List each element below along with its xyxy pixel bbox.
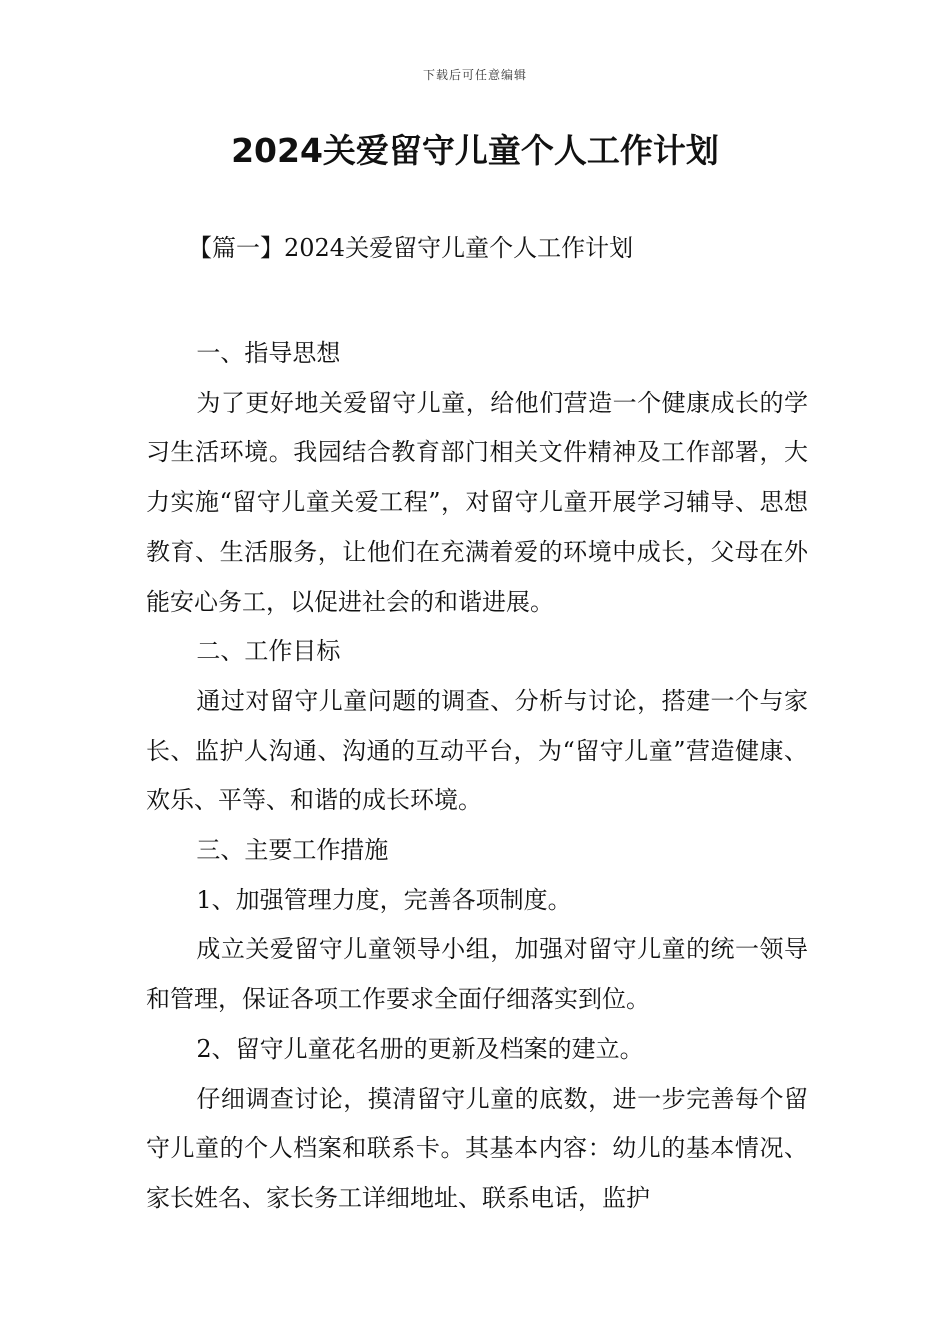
section-heading: 【篇一】2024关爱留守儿童个人工作计划: [188, 234, 634, 262]
subheading-management: 1、加强管理力度，完善各项制度。: [196, 885, 572, 914]
paragraph-management: 成立关爱留守儿童领导小组，加强对留守儿童的统一领导和管理，保证各项工作要求全面仔细落实到位。: [146, 935, 808, 1014]
header-note: 下载后可任意编辑: [422, 68, 527, 82]
heading-guiding-ideology: 一、指导思想: [196, 339, 341, 367]
document-title: 2024关爱留守儿童个人工作计划: [231, 131, 719, 170]
paragraph-guiding-ideology: 为了更好地关爱留守儿童，给他们营造一个健康成长的学习生活环境。我园结合教育部门相关文件精神及工作部署，大力实施“留守儿童关爱工程”，对留守儿童开展学习辅导、思想教育、生活服务，让他们在充满着爱的环境中成长，父母在外能安心务工，以促进社会的和谐进展。: [146, 388, 808, 616]
heading-work-goals: 二、工作目标: [196, 637, 341, 666]
paragraph-roster: 仔细调查讨论，摸清留守儿童的底数，进一步完善每个留守儿童的个人档案和联系卡。其基本内容：幼儿的基本情况、家长姓名、家长务工详细地址、联系电话，监护: [146, 1084, 808, 1212]
document-body: [146, 329, 808, 1224]
paragraph-work-goals: 通过对留守儿童问题的调查、分析与讨论，搭建一个与家长、监护人沟通、沟通的互动平台，为“留守儿童”营造健康、欢乐、平等、和谐的成长环境。: [146, 686, 808, 815]
subheading-roster: 2、留守儿童花名册的更新及档案的建立。: [196, 1034, 644, 1063]
heading-main-measures: 三、主要工作措施: [196, 836, 389, 865]
